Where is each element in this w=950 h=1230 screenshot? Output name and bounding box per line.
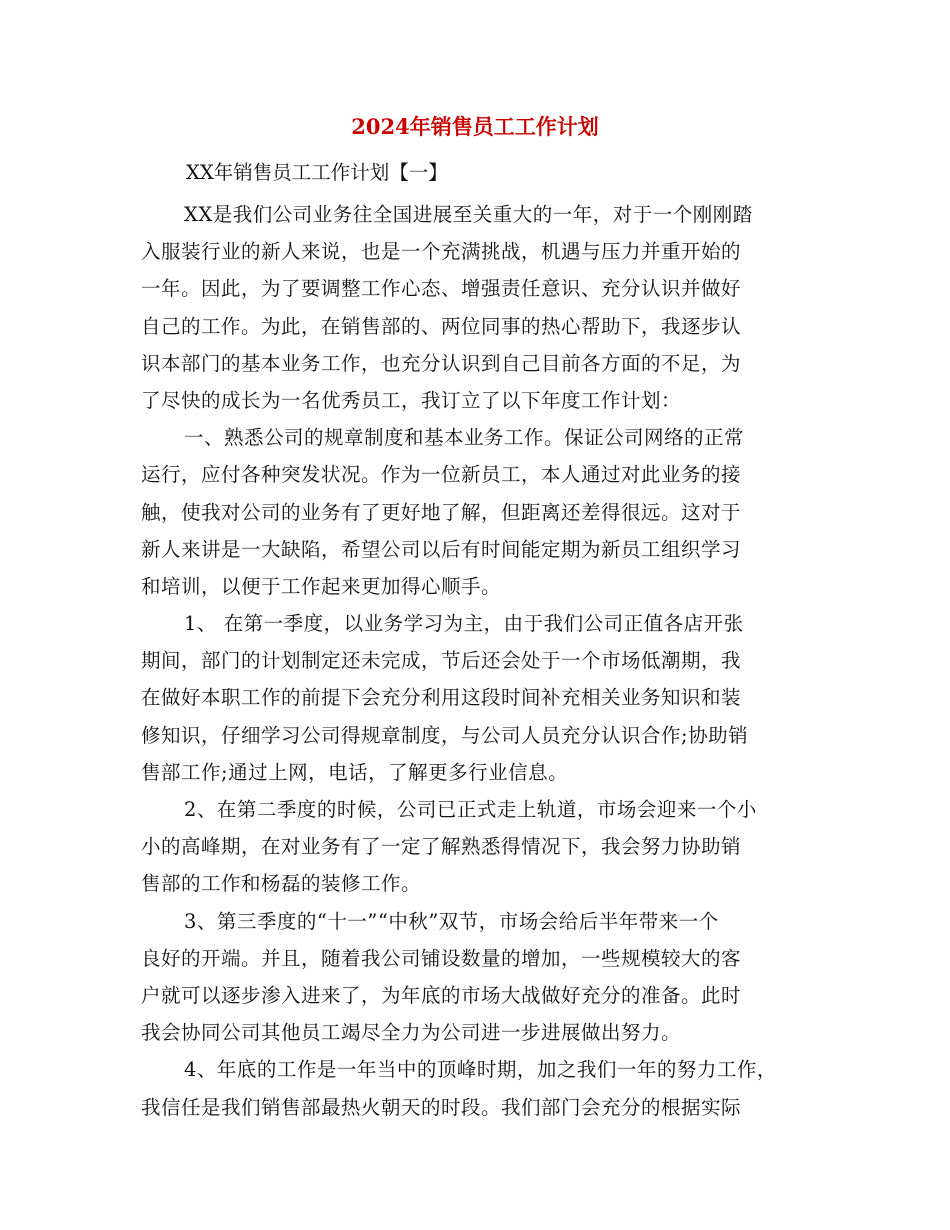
document-subtitle: XX年销售员工工作计划【一】: [186, 161, 448, 184]
paragraph-line: 触，使我对公司的业务有了更好地了解，但距离还差得很远。这对于: [141, 500, 742, 524]
paragraph-line: XX是我们公司业务往全国进展至关重大的一年，对于一个刚刚踏: [184, 203, 753, 226]
paragraph-line: 了尽快的成长为一名优秀员工，我订立了以下年度工作计划：: [141, 388, 682, 412]
paragraph-line: 小的高峰期，在对业务有了一定了解熟悉得情况下，我会努力协助销: [141, 835, 742, 859]
paragraph-line: 和培训，以便于工作起来更加得心顺手。: [141, 574, 502, 598]
paragraph-line: 我信任是我们销售部最热火朝天的时段。我们部门会充分的根据实际: [141, 1095, 742, 1119]
paragraph-line: 户就可以逐步渗入进来了，为年底的市场大战做好充分的准备。此时: [141, 983, 742, 1007]
paragraph: [141, 1051, 817, 1125]
paragraph-line: 一、熟悉公司的规章制度和基本业务工作。保证公司网络的正常: [184, 426, 745, 450]
paragraph: [141, 605, 817, 791]
paragraph-line: 在做好本职工作的前提下会充分利用这段时间补充相关业务知识和装: [141, 686, 742, 710]
paragraph-line: 自己的工作。为此，在销售部的、两位同事的热心帮助下，我逐步认: [141, 314, 742, 338]
paragraph-line: 修知识，仔细学习公司得规章制度，与公司人员充分认识合作;协助销: [141, 723, 749, 747]
paragraph-line: 入服装行业的新人来说，也是一个充满挑战，机遇与压力并重开始的: [141, 240, 742, 264]
paragraph: [141, 791, 817, 903]
paragraph-line: 新人来讲是一大缺陷，希望公司以后有时间能定期为新员工组织学习: [141, 537, 742, 561]
paragraph-line: 良好的开端。并且，随着我公司铺设数量的增加，一些规模较大的客: [141, 946, 742, 970]
paragraph-line: 识本部门的基本业务工作，也充分认识到自己目前各方面的不足，为: [141, 351, 742, 375]
paragraph-line: 1、 在第一季度，以业务学习为主，由于我们公司正值各店开张: [184, 612, 744, 636]
document-body: [141, 196, 817, 1126]
document-title: 2024年销售员工工作计划: [351, 114, 599, 139]
paragraph-line: 我会协同公司其他员工竭尽全力为公司进一步进展做出努力。: [141, 1021, 682, 1045]
paragraph-line: 运行，应付各种突发状况。作为一位新员工，本人通过对此业务的接: [141, 463, 742, 487]
paragraph-line: 一年。因此，为了要调整工作心态、增强责任意识、充分认识并做好: [141, 277, 742, 301]
paragraph: [141, 419, 817, 605]
paragraph-line: 3、第三季度的“十一”“中秋”双节，市场会给后半年带来一个: [184, 909, 719, 933]
paragraph-line: 售部的工作和杨磊的装修工作。: [141, 872, 422, 896]
paragraph: [141, 196, 817, 419]
paragraph-line: 售部工作;通过上网，电话，了解更多行业信息。: [141, 760, 569, 784]
paragraph-line: 期间，部门的计划制定还未完成，节后还会处于一个市场低潮期，我: [141, 649, 742, 673]
paragraph-line: 2、在第二季度的时候，公司已正式走上轨道，市场会迎来一个小: [184, 798, 757, 821]
paragraph: [141, 903, 817, 1052]
paragraph-line: 4、年底的工作是一年当中的顶峰时期，加之我们一年的努力工作，: [184, 1058, 777, 1082]
